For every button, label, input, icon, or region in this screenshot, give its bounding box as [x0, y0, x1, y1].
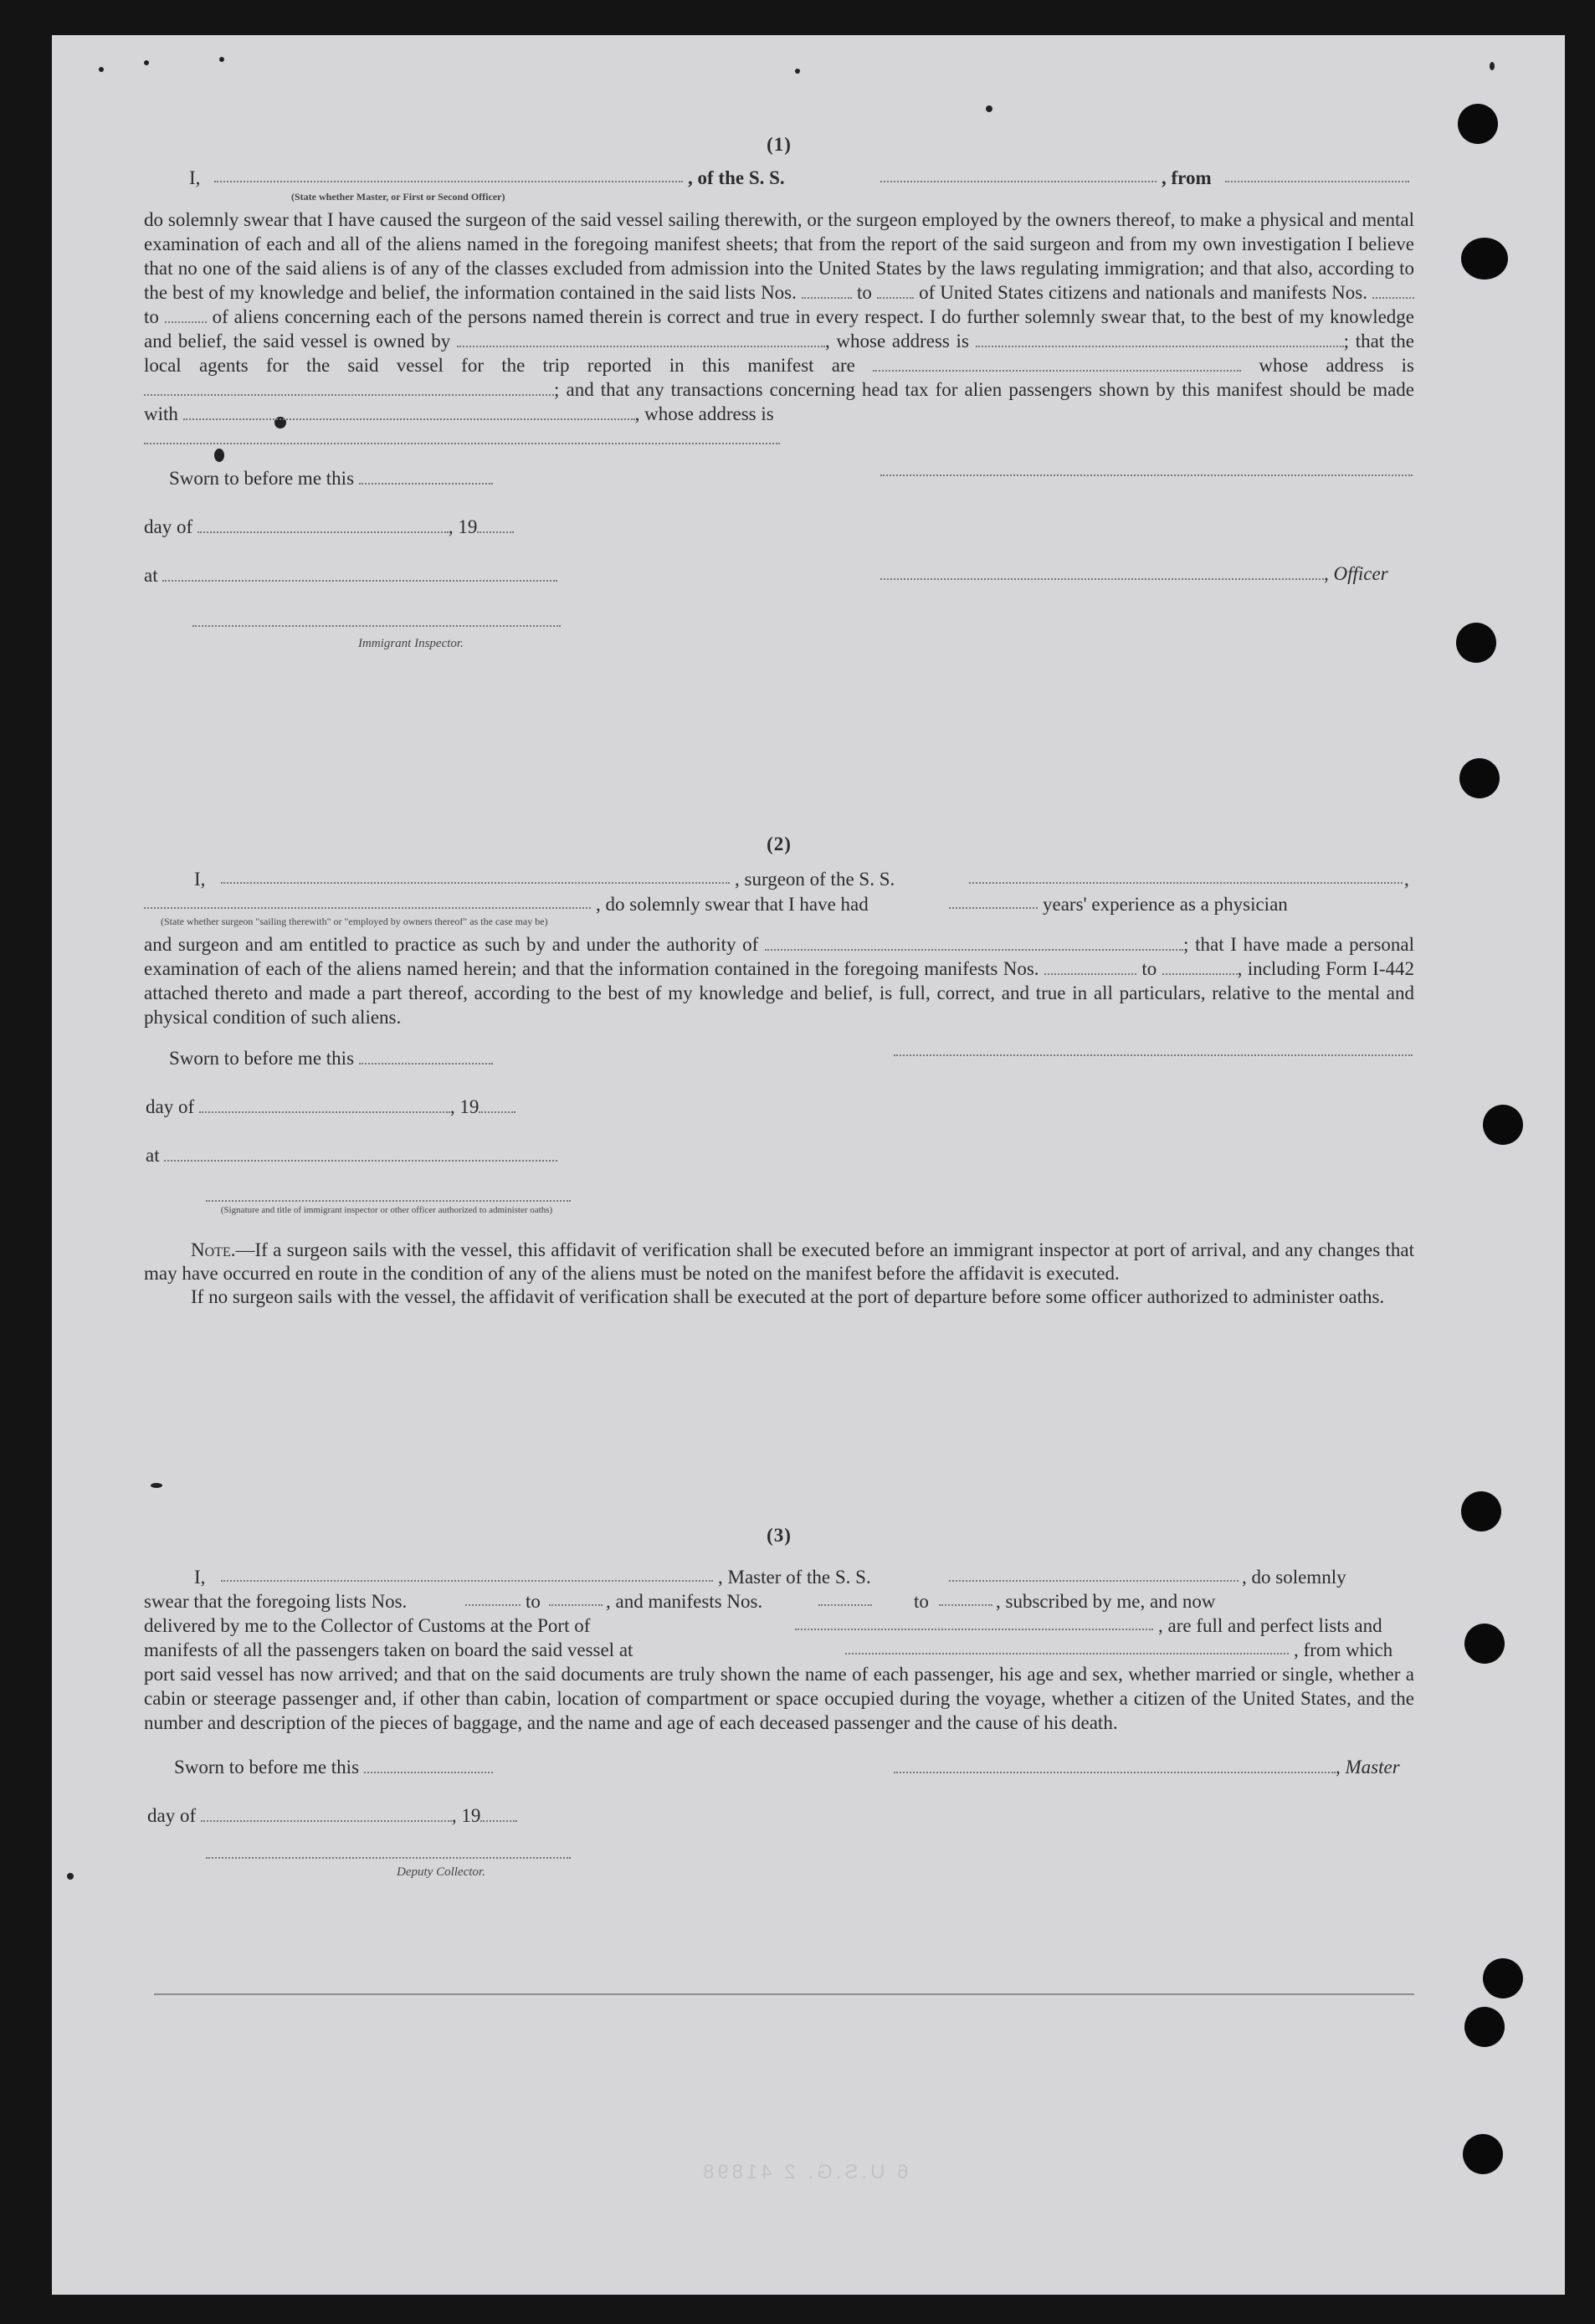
at-line-2: at [146, 1143, 557, 1167]
punch-hole [1463, 2134, 1503, 2174]
experience-line: , do solemnly swear that I have had years' experience as a physician [144, 892, 1414, 916]
sworn-line: Sworn to before me this [169, 466, 493, 490]
label-i: I, [189, 167, 201, 188]
day-field-2[interactable] [199, 1100, 450, 1113]
delivered-line: delivered by me to the Collector of Customs at the Port of , are full and perfect lists and [144, 1615, 1382, 1636]
punch-hole [1459, 758, 1500, 798]
at-line: at [144, 563, 557, 587]
local-agents-field[interactable] [873, 358, 1241, 372]
punch-hole [1461, 238, 1508, 280]
surgeon-line: I, , surgeon of the S. S. , [194, 869, 1409, 890]
at-place-field-2[interactable] [164, 1148, 557, 1162]
day-field[interactable] [197, 520, 449, 533]
taken-on-board-line: manifests of all the passengers taken on board the said vessel at , from which [144, 1639, 1393, 1660]
sworn-date-field[interactable] [359, 471, 493, 485]
print-code: 6 U.S.G. 2 41898 [700, 2161, 909, 2183]
collector-caption: Deputy Collector. [397, 1865, 485, 1879]
officer-caption: (State whether Master, or First or Second Officer) [291, 191, 505, 203]
inspector-signature-field-2[interactable] [206, 1192, 571, 1202]
officer-line [144, 166, 1414, 191]
inspector-signature-field[interactable] [192, 617, 561, 627]
year-field-3[interactable] [480, 1808, 517, 1822]
years-field[interactable] [949, 895, 1038, 909]
section-2 [144, 834, 1414, 1309]
signature-line-1[interactable] [880, 466, 1413, 476]
vessel-name-field[interactable] [880, 169, 1157, 182]
section-3 [144, 1525, 1414, 1880]
head-tax-field[interactable] [183, 407, 635, 420]
punch-hole [1483, 1958, 1523, 1998]
day-line-2: day of , 19 [146, 1095, 515, 1119]
master-line: I, , Master of the S. S. , do solemnly [194, 1567, 1346, 1588]
surgeon-caption: (State whether surgeon "sailing therewith" or "employed by owners thereof" as the case may be) [161, 916, 548, 927]
customs-port-field[interactable] [795, 1617, 1153, 1630]
label-from: , from [1162, 167, 1212, 188]
master-signature-line: , Master [894, 1755, 1400, 1779]
note-paragraph-1: Note.—If a surgeon sails with the vessel, this affidavit of verification shall be executed before an immigrant inspector at port of arrival, and any changes that may have occurred en route in the condition of any of the aliens must be noted on the manifest before the affidavit is executed. [144, 1239, 1414, 1284]
sworn-date-field-2[interactable] [359, 1051, 493, 1065]
address-continuation-field[interactable] [144, 434, 780, 444]
master-signature-field[interactable] [894, 1760, 1336, 1773]
master-name-field[interactable] [221, 1568, 713, 1582]
bottom-rule [154, 1993, 1414, 1995]
section-2-oath-text: and surgeon and am entitled to practice as such by and under the authority of ; that I have made a personal examination of each of the aliens named herein; and that the information contained in the foregoing manifests Nos. to , including Form I-442 attached thereto and made a part thereof, according to the best of my knowledge and belief, is full, correct, and true in all particulars, relative to the mental and physical condition of such aliens. [144, 934, 1415, 1028]
surgeon-vessel-field[interactable] [969, 870, 1403, 884]
owner-address-field[interactable] [976, 334, 1344, 347]
officer-signature-field[interactable] [880, 567, 1324, 580]
owner-field[interactable] [457, 334, 825, 347]
inspector-caption-2: (Signature and title of immigrant inspector or other officer authorized to administer oaths) [220, 1205, 553, 1215]
section-1 [144, 134, 1414, 667]
section-1-oath-text: do solemnly swear that I have caused the surgeon of the said vessel sailing therewith, or the surgeon employed by the owners thereof, to make a physical and mental examination of each and all of the aliens named in the foregoing manifest sheets; that from the report of the said surgeon and from my own investigation I believe that no one of the said aliens is of any of the classes excluded from admission into the United States by the laws regulating immigration; and that also, according to the best of my knowledge and belief, the information contained in the said lists Nos. to of United States citizens and nationals and manifests Nos. to of aliens concerning each of the persons named therein is correct and true in every respect. I do further solemnly swear that, to the best of my knowledge and belief, the said vessel is owned by , whose address is ; that the local agents for the said vessel for the trip reported in this manifest are whose address is ; and that any transactions concerning head tax for alien passengers shown by this manifest should be made with , whose address is [144, 209, 1415, 424]
section-3-number: (3) [767, 1525, 792, 1546]
day-field-3[interactable] [201, 1808, 452, 1822]
embarkation-port-field[interactable] [845, 1641, 1289, 1655]
section-1-number: (1) [767, 134, 792, 155]
officer-signature-line: , Officer [880, 562, 1388, 586]
surgeon-signature-field[interactable] [894, 1046, 1413, 1056]
section-3-oath-text: port said vessel has now arrived; and that on the said documents are truly shown the name of each passenger, his age and sex, whether married or single, whether a cabin or steerage passenger and, if other than cabin, location of compartment or space occupied during the voyage, whether a citizen of the United States, and the number and description of the pieces of baggage, and the name and age of each deceased passenger and the cause of his death. [144, 1664, 1414, 1733]
master-vessel-field[interactable] [949, 1568, 1239, 1582]
day-line-3: day of , 19 [147, 1803, 517, 1828]
year-field-2[interactable] [479, 1100, 515, 1113]
officer-name-field[interactable] [214, 169, 683, 182]
inspector-caption: Immigrant Inspector. [358, 637, 464, 650]
punch-hole [1483, 1105, 1523, 1145]
label-of-ss: , of the S. S. [688, 167, 785, 188]
punch-hole [1458, 104, 1498, 144]
punch-hole [1461, 1491, 1501, 1531]
surgeon-status-field[interactable] [144, 895, 591, 909]
at-place-field[interactable] [162, 568, 557, 582]
from-port-field[interactable] [1225, 169, 1409, 182]
agents-address-field[interactable] [144, 382, 554, 396]
sworn-line-2: Sworn to before me this [169, 1046, 493, 1070]
note-paragraph-2: If no surgeon sails with the vessel, the affidavit of verification shall be executed at the port of departure before some officer authorized to administer oaths. [191, 1286, 1385, 1307]
punch-hole [1456, 623, 1496, 663]
surgeon-name-field[interactable] [221, 870, 730, 884]
authority-field[interactable] [765, 937, 1183, 951]
punch-hole [1464, 2007, 1505, 2047]
collector-signature-field[interactable] [206, 1849, 571, 1859]
punch-hole [1464, 1624, 1505, 1664]
lists-line: swear that the foregoing lists Nos. to , and manifests Nos. to , subscribed by me, and now [144, 1591, 1216, 1612]
section-2-number: (2) [767, 834, 792, 854]
sworn-line-3: Sworn to before me this [174, 1755, 493, 1779]
year-field[interactable] [477, 520, 514, 533]
day-line: day of , 19 [144, 515, 514, 539]
sworn-date-field-3[interactable] [364, 1760, 493, 1773]
